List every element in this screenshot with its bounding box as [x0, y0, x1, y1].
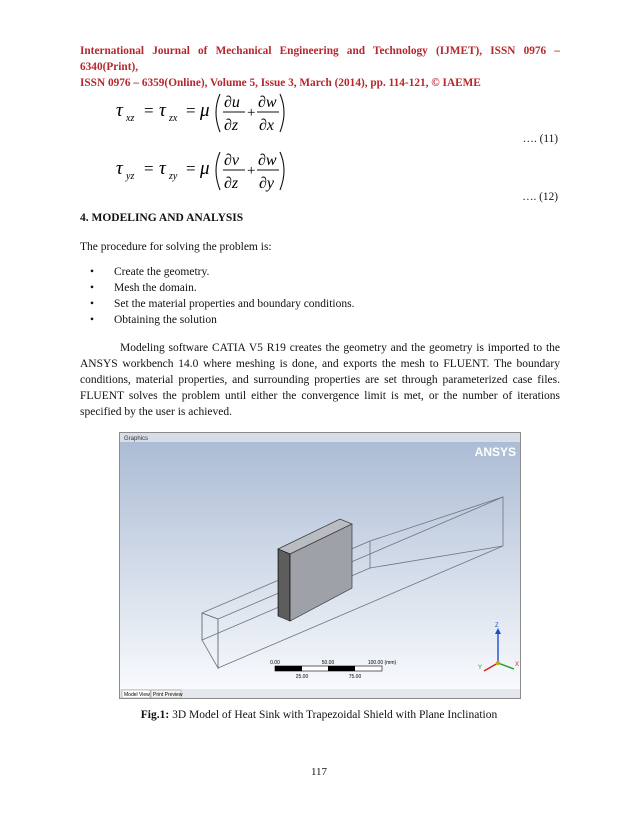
ansys-graphics-figure [119, 432, 521, 699]
svg-text:τ: τ [159, 100, 166, 121]
svg-text:μ: μ [200, 158, 210, 179]
svg-text:τ: τ [116, 158, 123, 179]
svg-text:∂z: ∂z [224, 175, 239, 192]
svg-text:=: = [144, 101, 154, 120]
svg-text:∂x: ∂x [259, 117, 275, 134]
svg-text:∂w: ∂w [258, 94, 277, 111]
scale-tick-label: 0.00 [270, 660, 280, 666]
svg-text:∂w: ∂w [258, 152, 277, 169]
tab-print-preview-label: Print Preview [153, 692, 183, 698]
svg-text:zy: zy [169, 171, 178, 182]
svg-text:∂z: ∂z [224, 117, 239, 134]
equation-12 [116, 146, 286, 201]
list-item-text: Mesh the domain. [114, 282, 197, 294]
equation-11-formula [116, 88, 286, 138]
procedure-list [90, 264, 354, 328]
page-number: 117 [310, 766, 328, 778]
graphics-title-bar [120, 433, 520, 442]
figure-caption-label: Fig.1: [140, 709, 170, 721]
svg-text:+: + [247, 163, 256, 179]
section-title: 4. MODELING AND ANALYSIS [80, 212, 244, 224]
figure-canvas [120, 433, 520, 698]
svg-text:∂v: ∂v [224, 152, 240, 169]
axis-x-label: X [515, 662, 520, 668]
body-paragraph: Modeling software CATIA V5 R19 creates the geometry and the geometry is imported to the ANSYS workbench 14.0 where meshing is done, and exports the mesh to FLUENT. The boundary conditions, material properties, and surrounding properties are set through parameterized case files. FLUENT solves the problem until either the convergence limit is met, or the number of iterations specified by the user is achieved. [80, 342, 560, 418]
svg-text:=: = [144, 159, 154, 178]
figure-caption [0, 709, 638, 721]
equation-11 [116, 88, 286, 143]
svg-text:=: = [186, 101, 196, 120]
list-item: • Set the material properties and boundary conditions. [90, 298, 355, 310]
header-line-1: International Journal of Mechanical Engineering and Technology (IJMET), ISSN 0976 – 6340(Print), [80, 45, 560, 73]
scale-tick-label: 25.00 [295, 674, 309, 680]
list-item-text: Create the geometry. [114, 266, 210, 278]
list-item: • Mesh the domain. [90, 282, 197, 294]
scale-tick-label: 100.00 (mm) [367, 660, 397, 666]
list-item-text: Set the material properties and boundary conditions. [114, 298, 355, 310]
list-item-text: Obtaining the solution [114, 314, 217, 326]
svg-text:τ: τ [116, 100, 123, 121]
figure-caption-text: 3D Model of Heat Sink with Trapezoidal Shield with Plane Inclination [169, 709, 498, 721]
svg-text:+: + [247, 105, 256, 121]
graphics-title: Graphics [124, 436, 149, 442]
equation-12-number: …. (12) [522, 191, 558, 203]
equation-11-number: …. (11) [522, 133, 558, 145]
section-intro: The procedure for solving the problem is: [80, 241, 272, 253]
svg-text:∂y: ∂y [259, 175, 275, 192]
scale-tick-label: 75.00 [348, 674, 362, 680]
svg-text:yz: yz [126, 171, 135, 182]
tab-model-view-label: Model View [124, 692, 150, 698]
list-item: • Create the geometry. [90, 266, 210, 278]
header-line-2: ISSN 0976 – 6359(Online), Volume 5, Issue 3, March (2014), pp. 114-121, © IAEME [80, 77, 481, 89]
scale-tick-label: 50.00 [321, 660, 335, 666]
svg-text:=: = [186, 159, 196, 178]
svg-text:∂u: ∂u [224, 94, 240, 111]
svg-text:zx: zx [169, 113, 178, 124]
svg-text:τ: τ [159, 158, 166, 179]
svg-text:xz: xz [126, 113, 135, 124]
list-item: • Obtaining the solution [90, 314, 217, 326]
axis-y-label: Y [478, 665, 483, 671]
svg-text:μ: μ [200, 100, 210, 121]
axis-z-label: Z [495, 623, 499, 629]
ansys-logo: ANSYS [474, 445, 516, 459]
journal-header [80, 43, 560, 91]
equation-12-formula [116, 146, 286, 196]
